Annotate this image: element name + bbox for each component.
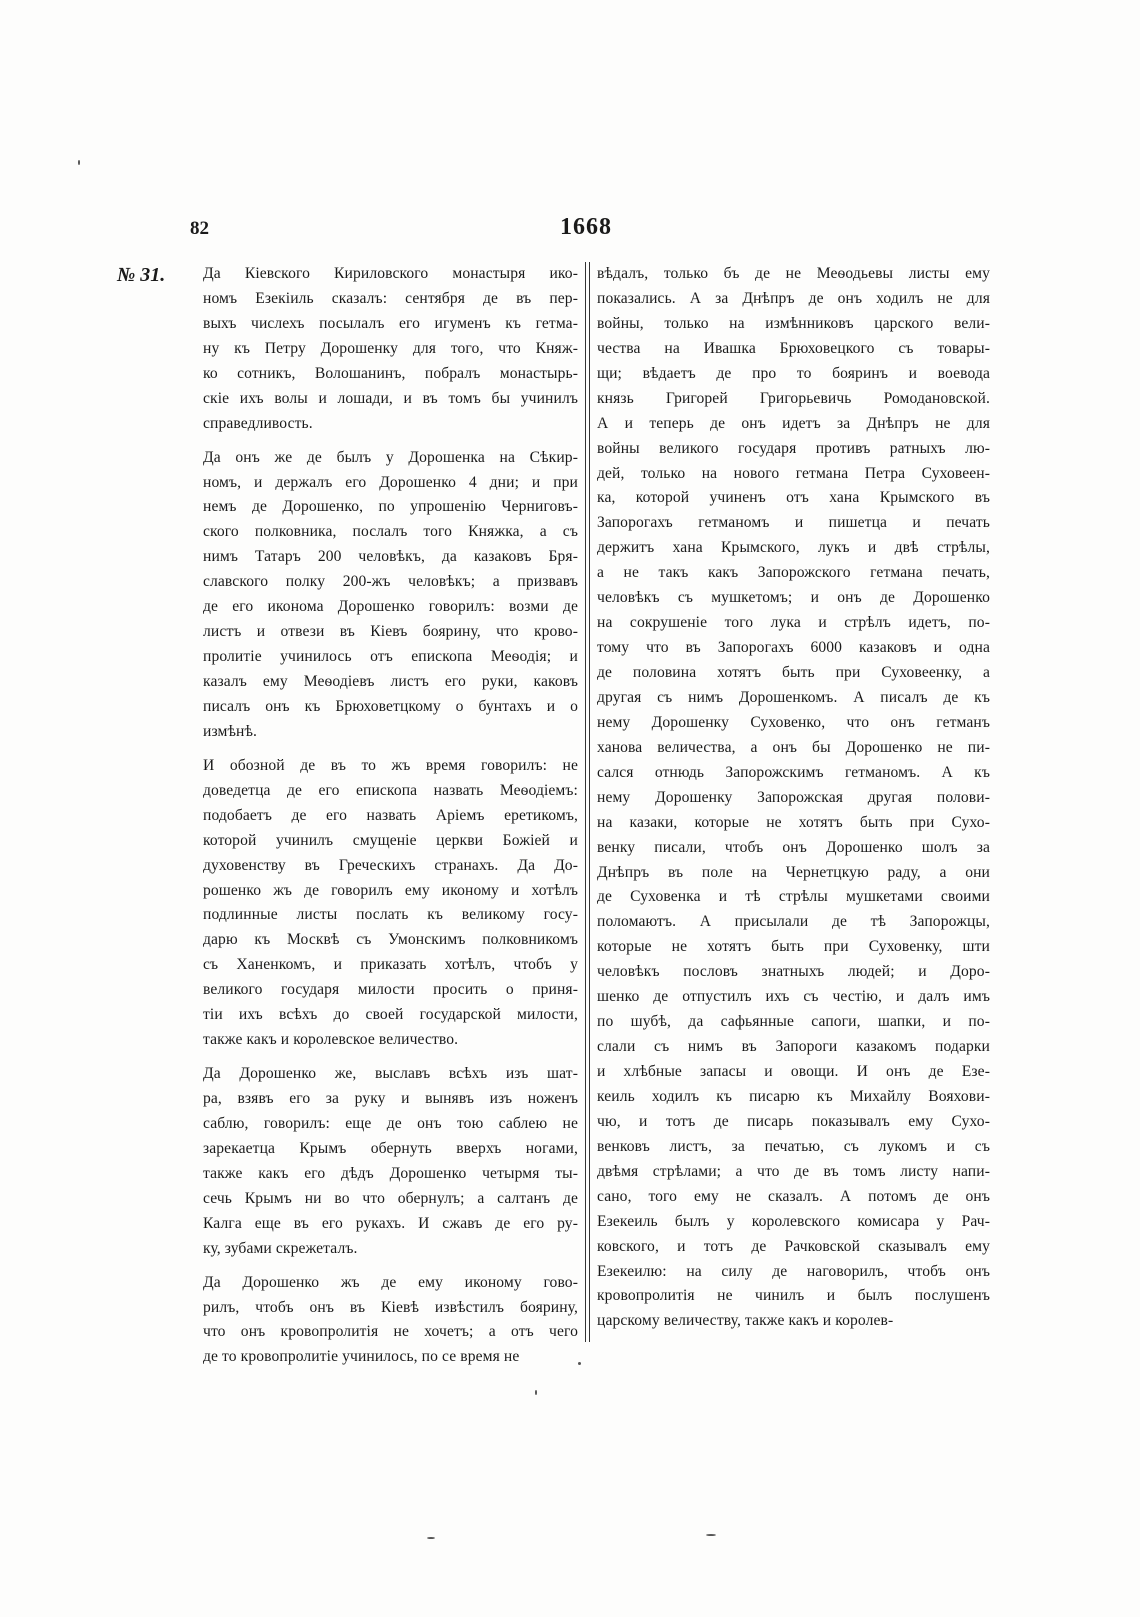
text-line: а не такъ какъ Запорожского гетмана печать, (597, 564, 990, 582)
text-line: пролитіе учинилось отъ епископа Меѳодія; и (203, 648, 578, 666)
scan-speck (78, 160, 80, 165)
text-line: чества на Ивашка Брюховецкого съ товары- (597, 339, 990, 357)
text-line: также какъ его дѣдъ Дорошенко четырмя ты- (203, 1164, 578, 1182)
text-line: вѣдалъ, только бъ де не Меѳодьевы листы ему (597, 265, 990, 282)
text-line: де половина хотятъ быть при Суховеенку, а (597, 664, 990, 681)
text-line: венку писали, чтобъ онъ Дорошенко шолъ за (597, 838, 990, 856)
text-line: доведетца де его епископа назвать Меѳодіемъ: (203, 781, 578, 799)
text-line: немъ де Дорошенко, по упрошенію Черниговъ- (203, 498, 578, 516)
text-line: сечь Крымъ ни во что обернулъ; а салтанъ де (203, 1189, 578, 1207)
text-line: писалъ онъ къ Брюховетцкому о бунтахъ и о (203, 697, 578, 715)
right-column (597, 262, 990, 1334)
text-line: нимъ Татаръ 200 человѣкъ, да казаковъ Бря- (203, 548, 578, 566)
text-line: войны, только на измѣнниковъ царского вели- (597, 314, 990, 332)
text-line: князь Григорей Григорьевичь Ромодановской. (597, 389, 990, 407)
text-line: войны великого государя противъ ратныхъ лю- (597, 439, 990, 457)
text-line: по шубѣ, да сафьянные сапоги, шапки, и по- (597, 1013, 990, 1031)
page-number: 82 (190, 218, 209, 239)
text-line: сался отнюдь Запорожскимъ гетманомъ. А къ (597, 763, 990, 781)
text-line: дарю къ Москвѣ съ Умонскимъ полковникомъ (203, 931, 578, 949)
paragraph-gap (203, 1053, 578, 1062)
text-line: Да Дорошенко же, выславъ всѣхъ изъ шат- (203, 1065, 578, 1083)
text-line: что онъ кровопролитія не хочетъ; а отъ чего (203, 1323, 578, 1341)
text-line: щи; вѣдаетъ де про то бояринъ и воевода (597, 364, 990, 382)
text-line: скіе ихъ волы и лошади, и въ томъ бы учинилъ (203, 389, 578, 407)
text-line: кеиль ходилъ къ писарю къ Михайлу Вояхови- (597, 1087, 990, 1105)
text-line: рилъ, чтобъ онъ въ Кіевѣ извѣстилъ боярину, (203, 1298, 578, 1316)
text-line: человѣкъ пословъ знатныхъ людей; и Доро- (597, 963, 990, 981)
text-line: измѣнѣ. (203, 722, 258, 740)
scan-speck (706, 1534, 716, 1536)
scan-speck (427, 1537, 435, 1539)
text-line: справедливость. (203, 414, 313, 432)
text-line: человѣкъ съ мушкетомъ; и онъ де Дорошенко (597, 589, 990, 607)
text-line: Запорогахъ гетманомъ и пишетца и печать (597, 514, 990, 532)
text-line: чю, и тотъ де писарь показывалъ ему Сухо- (597, 1112, 990, 1130)
paragraph-gap (203, 1262, 578, 1271)
text-line: Калга еще въ его рукахъ. И сжавъ де его ру- (203, 1214, 578, 1232)
text-line: рошенко жъ де говорилъ ему иконому и хотѣлъ (203, 881, 578, 899)
text-line: саблю, говорилъ: еще де онъ тою саблею не (203, 1114, 578, 1132)
paragraph-gap (203, 437, 578, 446)
text-line: де Суховенка и тѣ стрѣлы мушкетами своими (597, 888, 990, 906)
text-line: де то кровопролитіе учинилось, по се время не (203, 1348, 520, 1366)
document-year: 1668 (560, 214, 612, 240)
text-line: Езекеиль былъ у королевского комисара у Рач- (597, 1212, 990, 1230)
text-line: царскому величеству, также какъ и королев- (597, 1312, 894, 1330)
text-line: дей, только на нового гетмана Петра Суховеен- (597, 464, 990, 482)
text-line: на сокрушеніе того лука и стрѣлъ идетъ, по- (597, 614, 990, 632)
text-line: великого государя милости просить о приня- (203, 981, 578, 999)
paragraph-gap (203, 745, 578, 754)
text-line: ко сотникъ, Волошанинъ, побралъ монастырь- (203, 364, 578, 382)
text-line: Да Дорошенко жъ де ему иконому гово- (203, 1273, 578, 1291)
text-line: которой учинилъ смущеніе церкви Божіей и (203, 831, 578, 849)
text-line: подлинные листы послать къ великому госу- (203, 906, 578, 924)
text-line: кровопролитія не чинилъ и былъ послушенъ (597, 1287, 990, 1305)
text-line: показались. А за Днѣпръ де онъ ходилъ не для (597, 289, 990, 307)
text-line: ну къ Петру Дорошенку для того, что Княж- (203, 339, 578, 357)
text-line: ковского, и тотъ де Рачковской сказывалъ ему (597, 1237, 990, 1255)
text-line: подобаетъ де его назвать Аріемъ еретикомъ, (203, 806, 578, 824)
text-line: Днѣпръ въ поле на Чернетцкую раду, а они (597, 863, 990, 881)
text-line: и хлѣбные запасы и овощи. И онъ де Езе- (597, 1063, 990, 1080)
text-line: держитъ хана Крымского, лукъ и двѣ стрѣлы, (597, 539, 990, 557)
text-line: листъ и отвези въ Кіевъ боярину, что крово- (203, 623, 578, 641)
text-line: нему Дорошенку Суховенко, что онъ гетманъ (597, 713, 990, 731)
text-line: ка, которой учиненъ отъ хана Крымского въ (597, 489, 990, 507)
text-line: ханова величества, а онъ бы Дорошенко не пи- (597, 738, 990, 756)
column-divider (585, 262, 590, 1342)
scan-speck (535, 1390, 537, 1395)
text-line: тіи ихъ всѣхъ до своей государской милости, (203, 1006, 578, 1024)
text-line: духовенству въ Греческихъ странахъ. Да До- (203, 856, 578, 874)
text-line: шенко де отпустилъ ихъ съ честію, и далъ имъ (597, 988, 990, 1006)
text-line: нему Дорошенку Запорожская другая полови- (597, 788, 990, 806)
text-line: двѣмя стрѣлами; а что де въ томъ листу напи- (597, 1162, 990, 1180)
text-line: ского полковника, послалъ того Княжка, а съ (203, 523, 578, 541)
text-line: Езекеилю: на силу де наговорилъ, чтобъ онъ (597, 1262, 990, 1280)
text-line: также какъ и королевское величество. (203, 1031, 459, 1049)
text-line: номъ Езекіиль сказалъ: сентября де въ пер- (203, 289, 578, 307)
text-line: ку, зубами скрежеталъ. (203, 1239, 358, 1257)
text-line: выхъ числехъ посылалъ его игуменъ къ гетма- (203, 314, 578, 332)
text-line: съ Ханенкомъ, и приказать хотѣлъ, чтобъ у (203, 956, 578, 974)
text-line: другая съ нимъ Дорошенкомъ. А писалъ де къ (597, 688, 990, 706)
text-line: А и теперь де онъ идетъ за Днѣпръ не для (597, 414, 990, 432)
scan-speck (578, 1362, 581, 1365)
text-line: Да онъ же де былъ у Дорошенка на Сѣкир- (203, 448, 578, 466)
text-line: зарекаетца Крымъ обернуть вверхъ ногами, (203, 1139, 578, 1157)
text-line: слали съ нимъ въ Запороги казакомъ подарки (597, 1038, 990, 1056)
text-line: поломаютъ. А присылали де тѣ Запорожцы, (597, 913, 990, 931)
text-line: сано, того ему не сказалъ. А потомъ де онъ (597, 1187, 990, 1205)
text-line: Да Кіевского Кириловского монастыря ико- (203, 265, 578, 282)
text-line: тому что въ Запорогахъ 6000 казаковъ и одна (597, 639, 990, 657)
text-line: И обозной де въ то жъ время говорилъ: не (203, 756, 578, 774)
text-line: на казаки, которые не хотятъ быть при Сухо- (597, 813, 990, 831)
text-line: ра, взявъ его за руку и вынявъ изъ ноженъ (203, 1090, 578, 1107)
text-line: де его иконома Дорошенко говорилъ: возми де (203, 598, 578, 616)
text-line: венковъ листъ, за печатью, съ лукомъ и съ (597, 1137, 990, 1155)
text-line: казалъ ему Меѳодіевъ листъ его руки, каковъ (203, 673, 578, 690)
text-line: которые не хотятъ быть при Суховенку, шти (597, 938, 990, 956)
document-number: № 31. (117, 264, 166, 286)
text-line: номъ, и держалъ его Дорошенко 4 дни; и при (203, 473, 578, 491)
left-column (203, 262, 578, 1370)
text-line: славского полку 200-жъ человѣкъ; а призвавъ (203, 573, 578, 591)
